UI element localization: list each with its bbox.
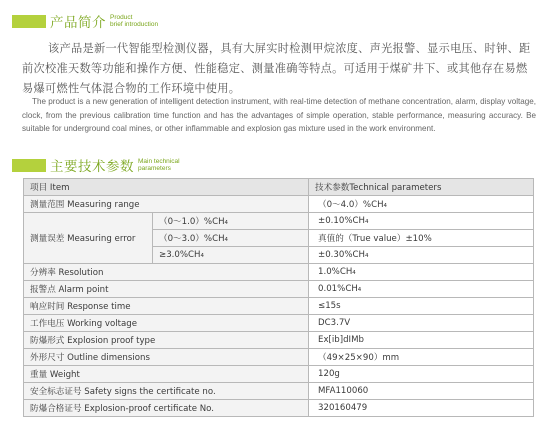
table-row xyxy=(24,264,534,281)
table-row xyxy=(24,315,534,332)
error-value: 真值的（True value）±10% xyxy=(309,230,534,247)
specs-title: 主要技术参数 xyxy=(50,159,134,175)
table-row xyxy=(24,213,534,230)
row-value: Ex[ib]dIMb xyxy=(309,332,534,349)
table-row xyxy=(24,298,534,315)
row-value: （49×25×90）mm xyxy=(309,349,534,366)
intro-title: 产品简介 xyxy=(50,15,106,31)
intro-subtitle: Product brief introduction xyxy=(110,14,159,28)
error-range: ≥3.0%CH₄ xyxy=(153,247,309,264)
row-value: MFA110060 xyxy=(309,383,534,400)
intro-chinese-paragraph: 该产品是新一代智能型检测仪器，具有大屏实时检测甲烷浓度、声光报警、显示电压、时钟、距前次校准天数等功能和操作方便、性能稳定、测量准确等特点。可适用于煤矿井下、或其他存在易燃易爆可燃性气体混合物的工作环境中使用。 xyxy=(22,42,531,95)
row-label: 响应时间 Response time xyxy=(24,298,309,315)
row-value: ≤15s xyxy=(309,298,534,315)
error-range: （0～1.0）%CH₄ xyxy=(153,213,309,230)
spec-table xyxy=(23,178,534,417)
table-row xyxy=(24,349,534,366)
table-row xyxy=(24,366,534,383)
error-value: ±0.10%CH₄ xyxy=(309,213,534,230)
row-label: 安全标志证号 Safety signs the certificate no. xyxy=(24,383,309,400)
row-label: 报警点 Alarm point xyxy=(24,281,309,298)
row-label: 防爆形式 Explosion proof type xyxy=(24,332,309,349)
row-label: 外形尺寸 Outline dimensions xyxy=(24,349,309,366)
spec-header-row xyxy=(24,179,534,196)
table-row xyxy=(24,332,534,349)
row-label: 工作电压 Working voltage xyxy=(24,315,309,332)
table-row xyxy=(24,383,534,400)
intro-section-header xyxy=(12,13,158,29)
row-label: 测量范围 Measuring range xyxy=(24,196,309,213)
row-label: 分辨率 Resolution xyxy=(24,264,309,281)
error-value: ±0.30%CH₄ xyxy=(309,247,534,264)
row-label: 重量 Weight xyxy=(24,366,309,383)
table-row xyxy=(24,281,534,298)
header-param: 技术参数Technical parameters xyxy=(309,179,534,196)
table-row xyxy=(24,400,534,417)
error-range: （0～3.0）%CH₄ xyxy=(153,230,309,247)
row-value: 320160479 xyxy=(309,400,534,417)
specs-section-header xyxy=(12,157,180,173)
specs-subtitle: Main technical parameters xyxy=(138,158,180,172)
row-value: 1.0%CH₄ xyxy=(309,264,534,281)
row-value: 120g xyxy=(309,366,534,383)
table-row xyxy=(24,196,534,213)
specs-accent-bar xyxy=(12,159,46,172)
row-value: 0.01%CH₄ xyxy=(309,281,534,298)
row-label: 测量误差 Measuring error xyxy=(24,213,153,264)
intro-english-paragraph: The product is a new generation of intelligent detection instrument, with real-time detection of methane concentration, alarm, display voltage, clock, from the previous calibration time function and has the advantages of simple operation, stable performance, measuring accuracy. Be suitable for underground coal mines, or other inflammable and explosion gas mixture used in the work environment. xyxy=(22,97,536,133)
row-value: （0～4.0）%CH₄ xyxy=(309,196,534,213)
intro-accent-bar xyxy=(12,15,46,28)
header-item: 项目 Item xyxy=(24,179,309,196)
row-value: DC3.7V xyxy=(309,315,534,332)
row-label: 防爆合格证号 Explosion-proof certificate No. xyxy=(24,400,309,417)
